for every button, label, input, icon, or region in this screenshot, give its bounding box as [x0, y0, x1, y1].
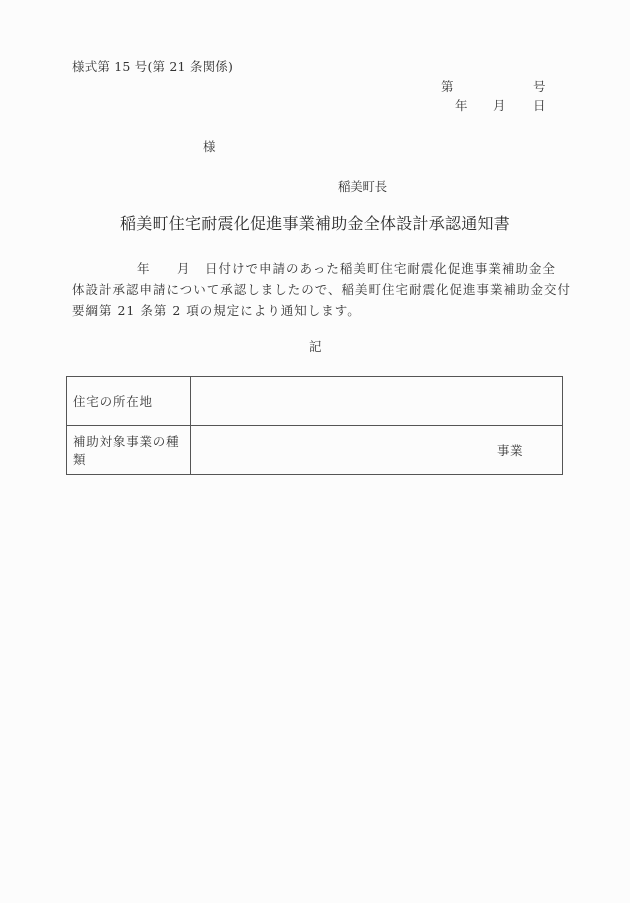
project-type-suffix: 事業: [497, 443, 524, 458]
doc-number-suffix: 号: [533, 79, 546, 94]
table-row-address: [67, 377, 563, 426]
project-type-value: [191, 426, 563, 475]
project-type-label: 補助対象事業の種類: [67, 426, 191, 475]
address-label: 住宅の所在地: [67, 377, 191, 426]
body-line-2: 体設計承認申請について承認しましたので、稲美町住宅耐震化促進事業補助金交付: [72, 282, 572, 297]
addressee-honorific: 様: [203, 139, 216, 154]
body-date-year: 年: [137, 261, 150, 276]
date-day-label: 日: [533, 98, 546, 113]
doc-number-prefix: 第: [441, 79, 454, 94]
issuer-name: 稲美町長: [338, 179, 387, 194]
table-row-project-type: [67, 426, 563, 475]
form-number: 様式第 15 号(第 21 条関係): [72, 59, 234, 74]
body-line-1: 日付けで申請のあった稲美町住宅耐震化促進事業補助金全: [205, 261, 556, 276]
date-year-label: 年: [455, 98, 468, 113]
body-line-3: 要綱第 21 条第 2 項の規定により通知します。: [72, 303, 361, 318]
ki-heading: 記: [309, 339, 322, 354]
body-date-month: 月: [177, 261, 190, 276]
detail-table: [66, 376, 563, 475]
document-title: 稲美町住宅耐震化促進事業補助金全体設計承認通知書: [120, 214, 511, 233]
date-month-label: 月: [493, 98, 506, 113]
address-value: [191, 377, 563, 426]
